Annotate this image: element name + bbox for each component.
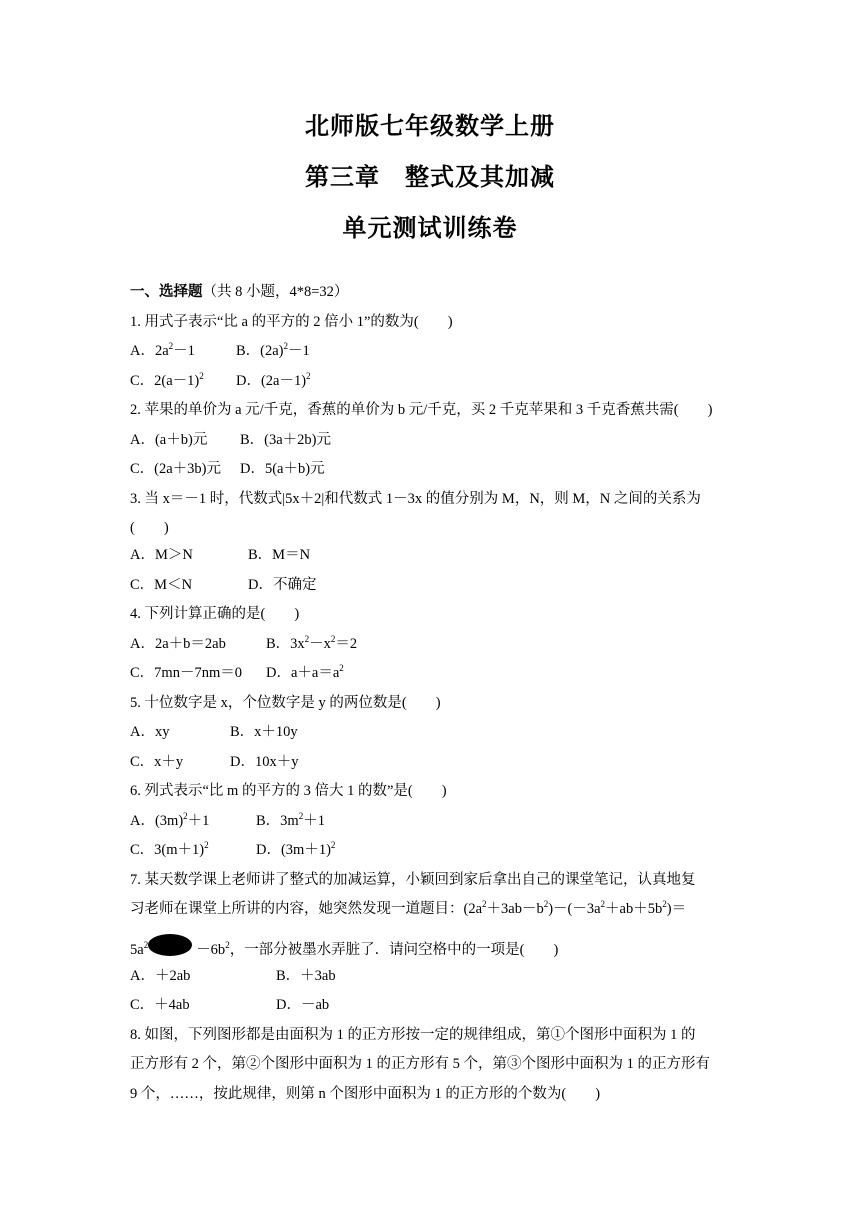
q4-option-b: B．$3x^2-x^2=2$ xyxy=(266,634,358,652)
q2-stem: 2. 苹果的单价为 a 元/千克，香蕉的单价为 b 元/千克，买 2 千克苹果和 3 千克香蕉共需( ) xyxy=(130,402,713,418)
q5-option-d: D．10x＋y xyxy=(230,754,299,770)
q1-stem: 1. 用式子表示“比 a 的平方的 2 倍小 1”的数为( ) xyxy=(130,314,453,330)
q7-option-a: A．＋2ab xyxy=(130,968,191,984)
q4-options-row1 xyxy=(130,634,357,654)
q4-options-row2 xyxy=(130,663,344,683)
q6-option-a: A．$(3m)^2+1$ xyxy=(130,811,210,829)
q2-option-d: D．5(a＋b)元 xyxy=(240,461,325,477)
q5-option-b: B．x＋10y xyxy=(230,724,298,740)
q5-options-row1 xyxy=(130,722,298,742)
q2-option-a: A．(a＋b)元 xyxy=(130,432,208,448)
q1-option-d: D．$(2a-1)^2$ xyxy=(236,371,311,389)
q7-option-d: D．－ab xyxy=(276,997,330,1013)
q4-option-a: A．2a＋b＝2ab xyxy=(130,636,226,652)
title-line-3: 单元测试训练卷 xyxy=(342,214,518,242)
q1-option-b: B．$(2a)^2-1$ xyxy=(236,341,310,359)
q7-stem-line2: 习老师在课堂上所讲的内容，她突然发现一道题目：$(2a^2+3ab-b^2)-(-3a^2+ab+5b^2)=$ xyxy=(130,899,687,917)
q6-option-d: D．$(3m+1)^2$ xyxy=(256,840,336,858)
ink-blot-icon xyxy=(148,934,192,956)
q3-stem: 3. 当 x＝－1 时，代数式|5x＋2|和代数式 1－3x 的值分别为 M，N，则 M，N 之间的关系为 xyxy=(130,491,701,507)
q4-stem: 4. 下列计算正确的是( ) xyxy=(130,606,300,622)
q4-option-c: C．7mn－7nm＝0 xyxy=(130,665,242,681)
q5-stem: 5. 十位数字是 x，个位数字是 y 的两位数是( ) xyxy=(130,695,441,711)
title-line-2: 第三章 整式及其加减 xyxy=(305,163,555,191)
q7-expression-end: $-6b^2$，一部分被墨水弄脏了．请问空格中的一项是( ) xyxy=(196,940,559,958)
q3-option-d: D．不确定 xyxy=(248,577,317,593)
q1-options-row1 xyxy=(130,341,310,361)
q7-options-row1 xyxy=(130,966,336,986)
q5-option-a: A．xy xyxy=(130,724,170,740)
section-note: （共 8 小题，4*8=32） xyxy=(202,284,349,300)
q2-options-row2 xyxy=(130,459,325,479)
q8-stem-line2: 正方形有 2 个，第②个图形中面积为 1 的正方形有 5 个，第③个图形中面积为 1 的正方形有 xyxy=(130,1056,710,1072)
q7-option-b: B．＋3ab xyxy=(276,968,336,984)
q7-options-row2 xyxy=(130,995,329,1015)
q3-option-b: B．M＝N xyxy=(248,547,311,563)
q5-options-row2 xyxy=(130,752,298,772)
q1-option-a: A．$2a^2-1$ xyxy=(130,341,195,359)
q2-options-row1 xyxy=(130,430,331,450)
q3-option-a: A．M＞N xyxy=(130,547,193,563)
q8-stem-line1: 8. 如图，下列图形都是由面积为 1 的正方形按一定的规律组成，第①个图形中面积为 1 的 xyxy=(130,1027,696,1043)
q2-option-b: B．(3a＋2b)元 xyxy=(240,432,332,448)
section-title: 一、选择题 xyxy=(130,284,203,300)
q7-stem-line1: 7. 某天数学课上老师讲了整式的加减运算，小颖回到家后拿出自己的课堂笔记，认真地复 xyxy=(130,872,696,888)
q7-stem-line3 xyxy=(130,934,558,960)
q6-options-row2 xyxy=(130,840,335,860)
q3-options-row1 xyxy=(130,545,310,565)
q6-options-row1 xyxy=(130,811,325,831)
q6-stem: 6. 列式表示“比 m 的平方的 3 倍大 1 的数”是( ) xyxy=(130,783,447,799)
q8-stem-line3: 9 个，……，按此规律，则第 n 个图形中面积为 1 的正方形的个数为( ) xyxy=(130,1086,601,1102)
q3-options-row2 xyxy=(130,575,316,595)
title-line-1: 北师版七年级数学上册 xyxy=(305,112,555,140)
q3-stem-continued: ( ) xyxy=(130,520,169,536)
q2-option-c: C．(2a＋3b)元 xyxy=(130,461,222,477)
q1-options-row2 xyxy=(130,371,311,391)
q5-option-c: C．x＋y xyxy=(130,754,184,770)
q4-option-d: D．$a+a=a^2$ xyxy=(266,663,344,681)
q6-option-c: C．$3(m+1)^2$ xyxy=(130,840,209,858)
q7-option-c: C．＋4ab xyxy=(130,997,190,1013)
q7-expression-start: $5a^2$ xyxy=(130,940,149,958)
q6-option-b: B．$3m^2+1$ xyxy=(256,811,325,829)
q3-option-c: C．M＜N xyxy=(130,577,193,593)
section-heading xyxy=(130,282,348,302)
q1-option-c: C．$2(a-1)^2$ xyxy=(130,371,204,389)
